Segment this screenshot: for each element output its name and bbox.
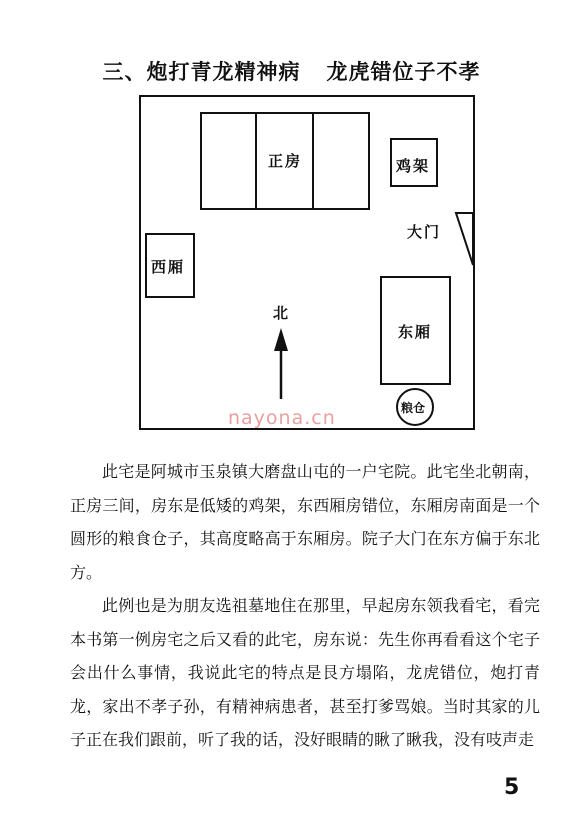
main-house-label: 正房 (268, 152, 303, 170)
paragraph-2: 此例也是为朋友选祖墓地住在那里，早起房东领我看宅，看完本书第一例房宅之后又看的此宅，房东说：先生你再看看这个宅子会出什么事情，我说此宅的特点是艮方塌陷，龙虎错位，炮打青龙，家出不孝子孙，有精神病患者，甚至打爹骂娘。当时其家的儿子正在我们跟前，听了我的话，没好眼睛的瞅了瞅我，没有吱声走 (70, 596, 540, 749)
north-arrow-icon (271, 327, 291, 399)
title-part-2: 龙虎错位子不孝 (326, 60, 481, 84)
body-text (70, 455, 540, 757)
gate-label: 大门 (407, 223, 442, 241)
main-house-room-right (312, 112, 370, 210)
watermark-text: nayona.cn (228, 407, 336, 429)
page-number: 5 (504, 775, 520, 800)
title-part-1: 三、炮打青龙精神病 (102, 60, 301, 84)
page-title (0, 56, 583, 86)
west-wing-label: 西厢 (151, 258, 186, 276)
courtyard-diagram (139, 95, 475, 430)
north-label: 北 (273, 304, 291, 322)
granary-label: 粮仓 (401, 401, 426, 415)
east-wing-label: 东厢 (398, 323, 433, 341)
chicken-coop-label: 鸡架 (396, 157, 431, 175)
paragraph-1: 此宅是阿城市玉泉镇大磨盘山屯的一户宅院。此宅坐北朝南，正房三间，房东是低矮的鸡架，东西厢房错位，东厢房南面是一个圆形的粮食仓子，其高度略高于东厢房。院子大门在东方偏于东北方。 (70, 462, 540, 582)
main-house-room-left (200, 112, 257, 210)
gate-door-icon (453, 211, 475, 267)
